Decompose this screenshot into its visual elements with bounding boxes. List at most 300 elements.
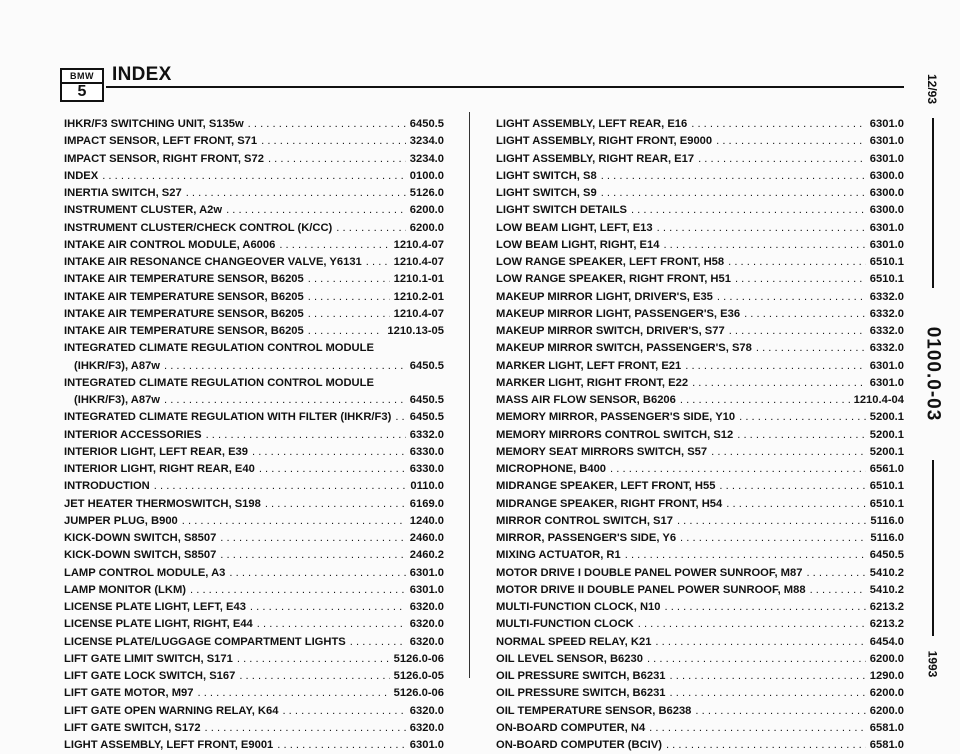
dot-leader bbox=[226, 202, 406, 219]
index-entry bbox=[64, 720, 444, 737]
entry-page-number: 6300.0 bbox=[869, 187, 904, 199]
index-entry bbox=[64, 530, 444, 547]
index-entry bbox=[496, 133, 904, 150]
index-entry bbox=[496, 375, 904, 392]
dot-leader bbox=[737, 427, 866, 444]
entry-page-number: 6320.0 bbox=[409, 704, 444, 717]
entry-name: MULTI-FUNCTION CLOCK, N10 bbox=[496, 601, 661, 613]
entry-page-number: 6332.0 bbox=[869, 325, 904, 337]
entry-name: JUMPER PLUG, B900 bbox=[64, 514, 178, 527]
index-entry bbox=[496, 254, 904, 271]
index-entry bbox=[496, 530, 904, 547]
entry-name: LIGHT SWITCH DETAILS bbox=[496, 204, 627, 217]
entry-page-number: 6320.0 bbox=[409, 721, 444, 734]
dot-leader bbox=[395, 409, 405, 426]
entry-page-number: 5200.1 bbox=[869, 411, 904, 424]
entry-page-number: 6332.0 bbox=[869, 342, 904, 355]
dot-leader bbox=[735, 271, 866, 288]
index-entry bbox=[496, 323, 904, 340]
entry-page-number: 6332.0 bbox=[409, 428, 444, 441]
dot-leader bbox=[719, 478, 865, 495]
entry-page-number: 6301.0 bbox=[409, 566, 444, 579]
dot-leader bbox=[252, 444, 406, 461]
index-entry bbox=[496, 565, 904, 582]
entry-page-number: 6169.0 bbox=[409, 497, 444, 510]
index-entry bbox=[64, 634, 444, 651]
dot-leader bbox=[677, 513, 866, 530]
dot-leader bbox=[154, 478, 406, 495]
index-entry bbox=[496, 185, 904, 202]
dot-leader bbox=[261, 133, 406, 150]
entry-name: INTEGRATED CLIMATE REGULATION CONTROL MODULE bbox=[64, 342, 374, 355]
entry-name: MULTI-FUNCTION CLOCK bbox=[496, 618, 634, 631]
entry-name: LICENSE PLATE/LUGGAGE COMPARTMENT LIGHTS bbox=[64, 635, 346, 648]
entry-name: LIGHT SWITCH, S9 bbox=[496, 187, 597, 199]
dot-leader bbox=[186, 185, 406, 202]
entry-page-number: 5410.2 bbox=[869, 566, 904, 579]
dot-leader bbox=[601, 168, 866, 185]
entry-page-number: 6561.0 bbox=[869, 463, 904, 475]
sidebar-date: 12/93 bbox=[925, 73, 939, 105]
index-entry bbox=[64, 237, 444, 254]
index-entry bbox=[496, 720, 904, 737]
dot-leader bbox=[670, 668, 866, 685]
index-entry bbox=[496, 599, 904, 616]
dot-leader bbox=[692, 375, 866, 392]
entry-page-number: 6301.0 bbox=[869, 376, 904, 389]
dot-leader bbox=[250, 599, 406, 616]
entry-name: MAKEUP MIRROR SWITCH, DRIVER'S, S77 bbox=[496, 325, 725, 337]
entry-name: (IHKR/F3), A87w bbox=[74, 394, 160, 406]
entry-name: JET HEATER THERMOSWITCH, S198 bbox=[64, 497, 261, 510]
dot-leader bbox=[308, 289, 390, 306]
index-entry bbox=[64, 202, 444, 219]
dot-leader bbox=[756, 340, 866, 357]
entry-page-number: 6301.0 bbox=[869, 221, 904, 234]
entry-name: MAKEUP MIRROR LIGHT, DRIVER'S, E35 bbox=[496, 290, 713, 303]
entry-page-number: 3234.0 bbox=[409, 135, 444, 148]
dot-leader bbox=[716, 133, 866, 150]
entry-name: LIFT GATE LOCK SWITCH, S167 bbox=[64, 670, 236, 682]
entry-page-number: 2460.0 bbox=[409, 532, 444, 544]
entry-name: LIFT GATE SWITCH, S172 bbox=[64, 721, 201, 734]
dot-leader bbox=[248, 116, 406, 133]
entry-page-number: 1290.0 bbox=[869, 670, 904, 682]
entry-page-number: 6320.0 bbox=[409, 601, 444, 613]
dot-leader bbox=[810, 582, 866, 599]
dot-leader bbox=[744, 306, 866, 323]
dot-leader bbox=[665, 599, 866, 616]
entry-name: INDEX bbox=[64, 169, 99, 182]
logo-brand: BMW bbox=[62, 70, 102, 84]
entry-name: MICROPHONE, B400 bbox=[496, 463, 607, 475]
entry-name: INTEGRATED CLIMATE REGULATION WITH FILTER (IHKR/F3) bbox=[64, 411, 392, 424]
entry-name: OIL LEVEL SENSOR, B6230 bbox=[496, 652, 643, 665]
dot-leader bbox=[806, 565, 865, 582]
entry-name: INERTIA SWITCH, S27 bbox=[64, 187, 182, 199]
sidebar-section-code: 0100.0-03 bbox=[922, 326, 944, 422]
entry-name: LOW RANGE SPEAKER, LEFT FRONT, H58 bbox=[496, 256, 725, 268]
dot-leader bbox=[680, 392, 850, 409]
entry-name: INTAKE AIR RESONANCE CHANGEOVER VALVE, Y6131 bbox=[64, 256, 362, 268]
entry-page-number: 5200.1 bbox=[869, 445, 904, 458]
dot-leader bbox=[190, 582, 406, 599]
dot-leader bbox=[229, 565, 405, 582]
index-entry bbox=[64, 685, 444, 702]
index-entry bbox=[64, 409, 444, 426]
entry-name: LIFT GATE LIMIT SWITCH, S171 bbox=[64, 652, 233, 665]
dot-leader bbox=[265, 496, 406, 513]
page-sidebar bbox=[912, 66, 952, 686]
entry-name: IMPACT SENSOR, LEFT FRONT, S71 bbox=[64, 135, 258, 148]
entry-name: LIGHT SWITCH, S8 bbox=[496, 169, 597, 182]
entry-page-number: 6320.0 bbox=[409, 635, 444, 648]
dot-leader bbox=[308, 271, 390, 288]
dot-leader bbox=[350, 634, 406, 651]
dot-leader bbox=[685, 358, 866, 375]
index-entry bbox=[496, 289, 904, 306]
dot-leader bbox=[220, 547, 405, 564]
entry-page-number: 6301.0 bbox=[869, 238, 904, 251]
entry-name: LICENSE PLATE LIGHT, RIGHT, E44 bbox=[64, 618, 253, 631]
index-entry bbox=[64, 427, 444, 444]
dot-leader bbox=[206, 427, 406, 444]
dot-leader bbox=[625, 547, 866, 564]
dot-leader bbox=[698, 151, 866, 168]
entry-page-number: 6510.1 bbox=[869, 273, 904, 286]
entry-name: MIDRANGE SPEAKER, RIGHT FRONT, H54 bbox=[496, 497, 723, 510]
entry-name: MARKER LIGHT, LEFT FRONT, E21 bbox=[496, 359, 682, 372]
entry-page-number: 2460.2 bbox=[409, 549, 444, 562]
dot-leader bbox=[663, 237, 865, 254]
entry-page-number: 6301.0 bbox=[869, 118, 904, 130]
entry-page-number: 1210.4-07 bbox=[393, 238, 444, 251]
index-entry bbox=[496, 271, 904, 288]
entry-name: LIGHT ASSEMBLY, RIGHT FRONT, E9000 bbox=[496, 135, 713, 148]
entry-page-number: 6332.0 bbox=[869, 290, 904, 303]
index-entry bbox=[64, 392, 444, 409]
entry-page-number: 6301.0 bbox=[409, 583, 444, 596]
dot-leader bbox=[638, 616, 866, 633]
index-column-right bbox=[496, 116, 904, 754]
entry-name: INTERIOR LIGHT, LEFT REAR, E39 bbox=[64, 445, 248, 458]
index-entry bbox=[64, 478, 444, 495]
entry-name: INTEGRATED CLIMATE REGULATION CONTROL MODULE bbox=[64, 376, 374, 389]
index-entry bbox=[64, 668, 444, 685]
entry-name: LAMP MONITOR (LKM) bbox=[64, 583, 187, 596]
entry-page-number: 1210.2-01 bbox=[393, 290, 444, 303]
index-entry bbox=[64, 565, 444, 582]
index-entry bbox=[496, 220, 904, 237]
entry-page-number: 6581.0 bbox=[869, 721, 904, 734]
dot-leader bbox=[610, 461, 866, 478]
sidebar-year: 1993 bbox=[924, 650, 939, 678]
entry-page-number: 6301.0 bbox=[869, 135, 904, 148]
entry-name: MEMORY MIRRORS CONTROL SWITCH, S12 bbox=[496, 428, 734, 441]
entry-page-number: 6330.0 bbox=[409, 463, 444, 475]
entry-name: MEMORY SEAT MIRRORS SWITCH, S57 bbox=[496, 445, 708, 458]
entry-name: LICENSE PLATE LIGHT, LEFT, E43 bbox=[64, 601, 246, 613]
index-entry bbox=[496, 306, 904, 323]
index-entry bbox=[496, 237, 904, 254]
entry-page-number: 1210.4-04 bbox=[853, 394, 904, 406]
entry-name: INSTRUMENT CLUSTER/CHECK CONTROL (K/CC) bbox=[64, 221, 333, 234]
entry-page-number: 6450.5 bbox=[409, 359, 444, 372]
logo-series: 5 bbox=[77, 83, 87, 100]
index-entry bbox=[64, 185, 444, 202]
index-entry bbox=[496, 392, 904, 409]
header-rule bbox=[106, 86, 904, 88]
dot-leader bbox=[631, 202, 866, 219]
index-entry bbox=[496, 651, 904, 668]
index-entry bbox=[496, 151, 904, 168]
entry-name: MIRROR CONTROL SWITCH, S17 bbox=[496, 514, 673, 527]
entry-page-number: 6301.0 bbox=[869, 152, 904, 165]
index-entry bbox=[64, 582, 444, 599]
index-entry bbox=[64, 461, 444, 478]
entry-name: LIGHT ASSEMBLY, LEFT REAR, E16 bbox=[496, 118, 688, 130]
dot-leader bbox=[308, 323, 384, 340]
index-entry bbox=[64, 254, 444, 271]
entry-name: LIGHT ASSEMBLY, RIGHT REAR, E17 bbox=[496, 152, 695, 165]
dot-leader bbox=[601, 185, 866, 202]
entry-name: OIL PRESSURE SWITCH, B6231 bbox=[496, 670, 666, 682]
index-entry bbox=[496, 513, 904, 530]
entry-name: INTAKE AIR TEMPERATURE SENSOR, B6205 bbox=[64, 307, 304, 320]
index-entry bbox=[496, 202, 904, 219]
dot-leader bbox=[164, 358, 406, 375]
sidebar-line-bottom bbox=[932, 460, 934, 636]
entry-page-number: 6450.5 bbox=[409, 118, 444, 130]
entry-page-number: 5126.0-06 bbox=[393, 687, 444, 700]
dot-leader bbox=[336, 220, 406, 237]
dot-leader bbox=[726, 496, 866, 513]
index-entry bbox=[496, 634, 904, 651]
entry-page-number: 6300.0 bbox=[869, 169, 904, 182]
entry-page-number: 6510.1 bbox=[869, 497, 904, 510]
entry-page-number: 6581.0 bbox=[869, 739, 904, 751]
index-entry bbox=[496, 427, 904, 444]
dot-leader bbox=[728, 254, 866, 271]
dot-leader bbox=[366, 254, 390, 271]
dot-leader bbox=[711, 444, 866, 461]
entry-name: OIL PRESSURE SWITCH, B6231 bbox=[496, 687, 666, 700]
entry-page-number: 0110.0 bbox=[410, 480, 444, 493]
entry-name: MAKEUP MIRROR SWITCH, PASSENGER'S, S78 bbox=[496, 342, 752, 355]
index-entry bbox=[64, 358, 444, 375]
dot-leader bbox=[237, 651, 390, 668]
dot-leader bbox=[164, 392, 406, 409]
index-entry bbox=[64, 271, 444, 288]
index-entry bbox=[496, 168, 904, 185]
dot-leader bbox=[102, 168, 406, 185]
entry-name: MARKER LIGHT, RIGHT FRONT, E22 bbox=[496, 376, 689, 389]
entry-page-number: 5126.0-06 bbox=[393, 652, 444, 665]
entry-name: INTRODUCTION bbox=[64, 480, 150, 493]
entry-page-number: 6510.1 bbox=[869, 480, 904, 493]
index-entry bbox=[64, 151, 444, 168]
index-entry bbox=[64, 306, 444, 323]
entry-name: ON-BOARD COMPUTER (BCIV) bbox=[496, 739, 662, 751]
entry-page-number: 1210.4-07 bbox=[393, 307, 444, 320]
dot-leader bbox=[220, 530, 405, 547]
index-entry bbox=[64, 737, 444, 754]
entry-page-number: 6450.5 bbox=[409, 411, 444, 424]
index-entry bbox=[496, 409, 904, 426]
entry-page-number: 6200.0 bbox=[869, 687, 904, 700]
entry-page-number: 6510.1 bbox=[869, 256, 904, 268]
dot-leader bbox=[670, 685, 866, 702]
index-entry bbox=[496, 461, 904, 478]
entry-name: MOTOR DRIVE II DOUBLE PANEL POWER SUNROOF, M88 bbox=[496, 583, 806, 596]
index-entry bbox=[496, 444, 904, 461]
dot-leader bbox=[729, 323, 866, 340]
entry-page-number: 5116.0 bbox=[870, 532, 904, 544]
index-column-left bbox=[64, 116, 444, 754]
entry-name: INSTRUMENT CLUSTER, A2w bbox=[64, 204, 223, 217]
entry-name: MIDRANGE SPEAKER, LEFT FRONT, H55 bbox=[496, 480, 716, 493]
entry-name: LOW BEAM LIGHT, LEFT, E13 bbox=[496, 221, 653, 234]
entry-name: ON-BOARD COMPUTER, N4 bbox=[496, 721, 646, 734]
index-entry bbox=[64, 651, 444, 668]
dot-leader bbox=[649, 720, 866, 737]
index-entry bbox=[64, 289, 444, 306]
index-entry bbox=[496, 737, 904, 754]
entry-name: NORMAL SPEED RELAY, K21 bbox=[496, 635, 652, 648]
entry-page-number: 6332.0 bbox=[869, 307, 904, 320]
index-entry bbox=[64, 599, 444, 616]
entry-page-number: 6301.0 bbox=[409, 739, 444, 751]
entry-name: LOW BEAM LIGHT, RIGHT, E14 bbox=[496, 238, 660, 251]
entry-page-number: 6454.0 bbox=[869, 635, 904, 648]
index-entry bbox=[64, 168, 444, 185]
dot-leader bbox=[647, 651, 866, 668]
column-divider bbox=[469, 112, 470, 678]
index-entry bbox=[64, 133, 444, 150]
entry-name: INTERIOR LIGHT, RIGHT REAR, E40 bbox=[64, 463, 255, 475]
entry-name: IHKR/F3 SWITCHING UNIT, S135w bbox=[64, 118, 244, 130]
entry-page-number: 1240.0 bbox=[409, 514, 444, 527]
entry-name: OIL TEMPERATURE SENSOR, B6238 bbox=[496, 704, 692, 717]
entry-page-number: 6200.0 bbox=[869, 704, 904, 717]
dot-leader bbox=[205, 720, 406, 737]
entry-name: INTAKE AIR TEMPERATURE SENSOR, B6205 bbox=[64, 325, 304, 337]
index-entry bbox=[64, 340, 444, 357]
index-entry bbox=[64, 220, 444, 237]
entry-name: INTAKE AIR TEMPERATURE SENSOR, B6205 bbox=[64, 290, 304, 303]
index-entry bbox=[496, 616, 904, 633]
entry-name: LIFT GATE MOTOR, M97 bbox=[64, 687, 194, 700]
dot-leader bbox=[691, 116, 866, 133]
entry-page-number: 6301.0 bbox=[869, 359, 904, 372]
index-entry bbox=[496, 685, 904, 702]
index-entry bbox=[496, 478, 904, 495]
index-entry bbox=[64, 323, 444, 340]
dot-leader bbox=[198, 685, 390, 702]
entry-name: KICK-DOWN SWITCH, S8507 bbox=[64, 532, 217, 544]
entry-name: MOTOR DRIVE I DOUBLE PANEL POWER SUNROOF, M87 bbox=[496, 566, 803, 579]
dot-leader bbox=[279, 237, 389, 254]
index-entry bbox=[496, 703, 904, 720]
entry-page-number: 6200.0 bbox=[869, 652, 904, 665]
index-entry bbox=[64, 116, 444, 133]
dot-leader bbox=[259, 461, 406, 478]
entry-page-number: 5116.0 bbox=[870, 514, 904, 527]
entry-name: LIFT GATE OPEN WARNING RELAY, K64 bbox=[64, 704, 279, 717]
entry-page-number: 5200.1 bbox=[869, 428, 904, 441]
index-entry bbox=[64, 375, 444, 392]
dot-leader bbox=[257, 616, 406, 633]
entry-page-number: 6320.0 bbox=[409, 618, 444, 631]
dot-leader bbox=[739, 409, 866, 426]
bmw-5-logo bbox=[60, 68, 104, 102]
dot-leader bbox=[695, 703, 865, 720]
index-entry bbox=[496, 582, 904, 599]
entry-name: KICK-DOWN SWITCH, S8507 bbox=[64, 549, 217, 562]
index-entry bbox=[496, 358, 904, 375]
index-entry bbox=[64, 547, 444, 564]
entry-page-number: 6200.0 bbox=[409, 221, 444, 234]
dot-leader bbox=[239, 668, 389, 685]
entry-page-number: 5410.2 bbox=[869, 583, 904, 596]
dot-leader bbox=[277, 737, 406, 754]
entry-page-number: 0100.0 bbox=[409, 169, 444, 182]
sidebar-line-top bbox=[932, 118, 934, 288]
entry-name: MEMORY MIRROR, PASSENGER'S SIDE, Y10 bbox=[496, 411, 736, 424]
entry-page-number: 1210.13-05 bbox=[387, 325, 444, 337]
entry-page-number: 6200.0 bbox=[409, 204, 444, 217]
entry-name: IMPACT SENSOR, RIGHT FRONT, S72 bbox=[64, 152, 264, 165]
entry-page-number: 1210.1-01 bbox=[393, 273, 444, 286]
entry-page-number: 5126.0 bbox=[409, 187, 444, 199]
index-entry bbox=[64, 513, 444, 530]
entry-name: (IHKR/F3), A87w bbox=[74, 359, 160, 372]
entry-name: MIRROR, PASSENGER'S SIDE, Y6 bbox=[496, 532, 677, 544]
entry-page-number: 1210.4-07 bbox=[393, 256, 444, 268]
entry-name: LIGHT ASSEMBLY, LEFT FRONT, E9001 bbox=[64, 739, 274, 751]
entry-name: MIXING ACTUATOR, R1 bbox=[496, 549, 621, 562]
dot-leader bbox=[655, 634, 865, 651]
entry-page-number: 5126.0-05 bbox=[393, 670, 444, 682]
index-entry bbox=[496, 496, 904, 513]
dot-leader bbox=[680, 530, 866, 547]
dot-leader bbox=[308, 306, 390, 323]
index-entry bbox=[64, 496, 444, 513]
entry-name: INTERIOR ACCESSORIES bbox=[64, 428, 202, 441]
dot-leader bbox=[282, 703, 405, 720]
entry-page-number: 6330.0 bbox=[409, 445, 444, 458]
dot-leader bbox=[717, 289, 866, 306]
entry-page-number: 6213.2 bbox=[869, 618, 904, 631]
index-entry bbox=[496, 340, 904, 357]
entry-page-number: 3234.0 bbox=[409, 152, 444, 165]
entry-name: INTAKE AIR TEMPERATURE SENSOR, B6205 bbox=[64, 273, 304, 286]
entry-page-number: 6450.5 bbox=[409, 394, 444, 406]
dot-leader bbox=[268, 151, 406, 168]
dot-leader bbox=[657, 220, 866, 237]
entry-name: MASS AIR FLOW SENSOR, B6206 bbox=[496, 394, 676, 406]
index-entry bbox=[496, 116, 904, 133]
entry-page-number: 6450.5 bbox=[869, 549, 904, 562]
entry-name: MAKEUP MIRROR LIGHT, PASSENGER'S, E36 bbox=[496, 307, 741, 320]
entry-name: LOW RANGE SPEAKER, RIGHT FRONT, H51 bbox=[496, 273, 731, 286]
dot-leader bbox=[666, 737, 866, 754]
index-entry bbox=[496, 668, 904, 685]
dot-leader bbox=[182, 513, 406, 530]
index-entry bbox=[64, 444, 444, 461]
entry-page-number: 6300.0 bbox=[869, 204, 904, 217]
entry-name: LAMP CONTROL MODULE, A3 bbox=[64, 566, 226, 579]
